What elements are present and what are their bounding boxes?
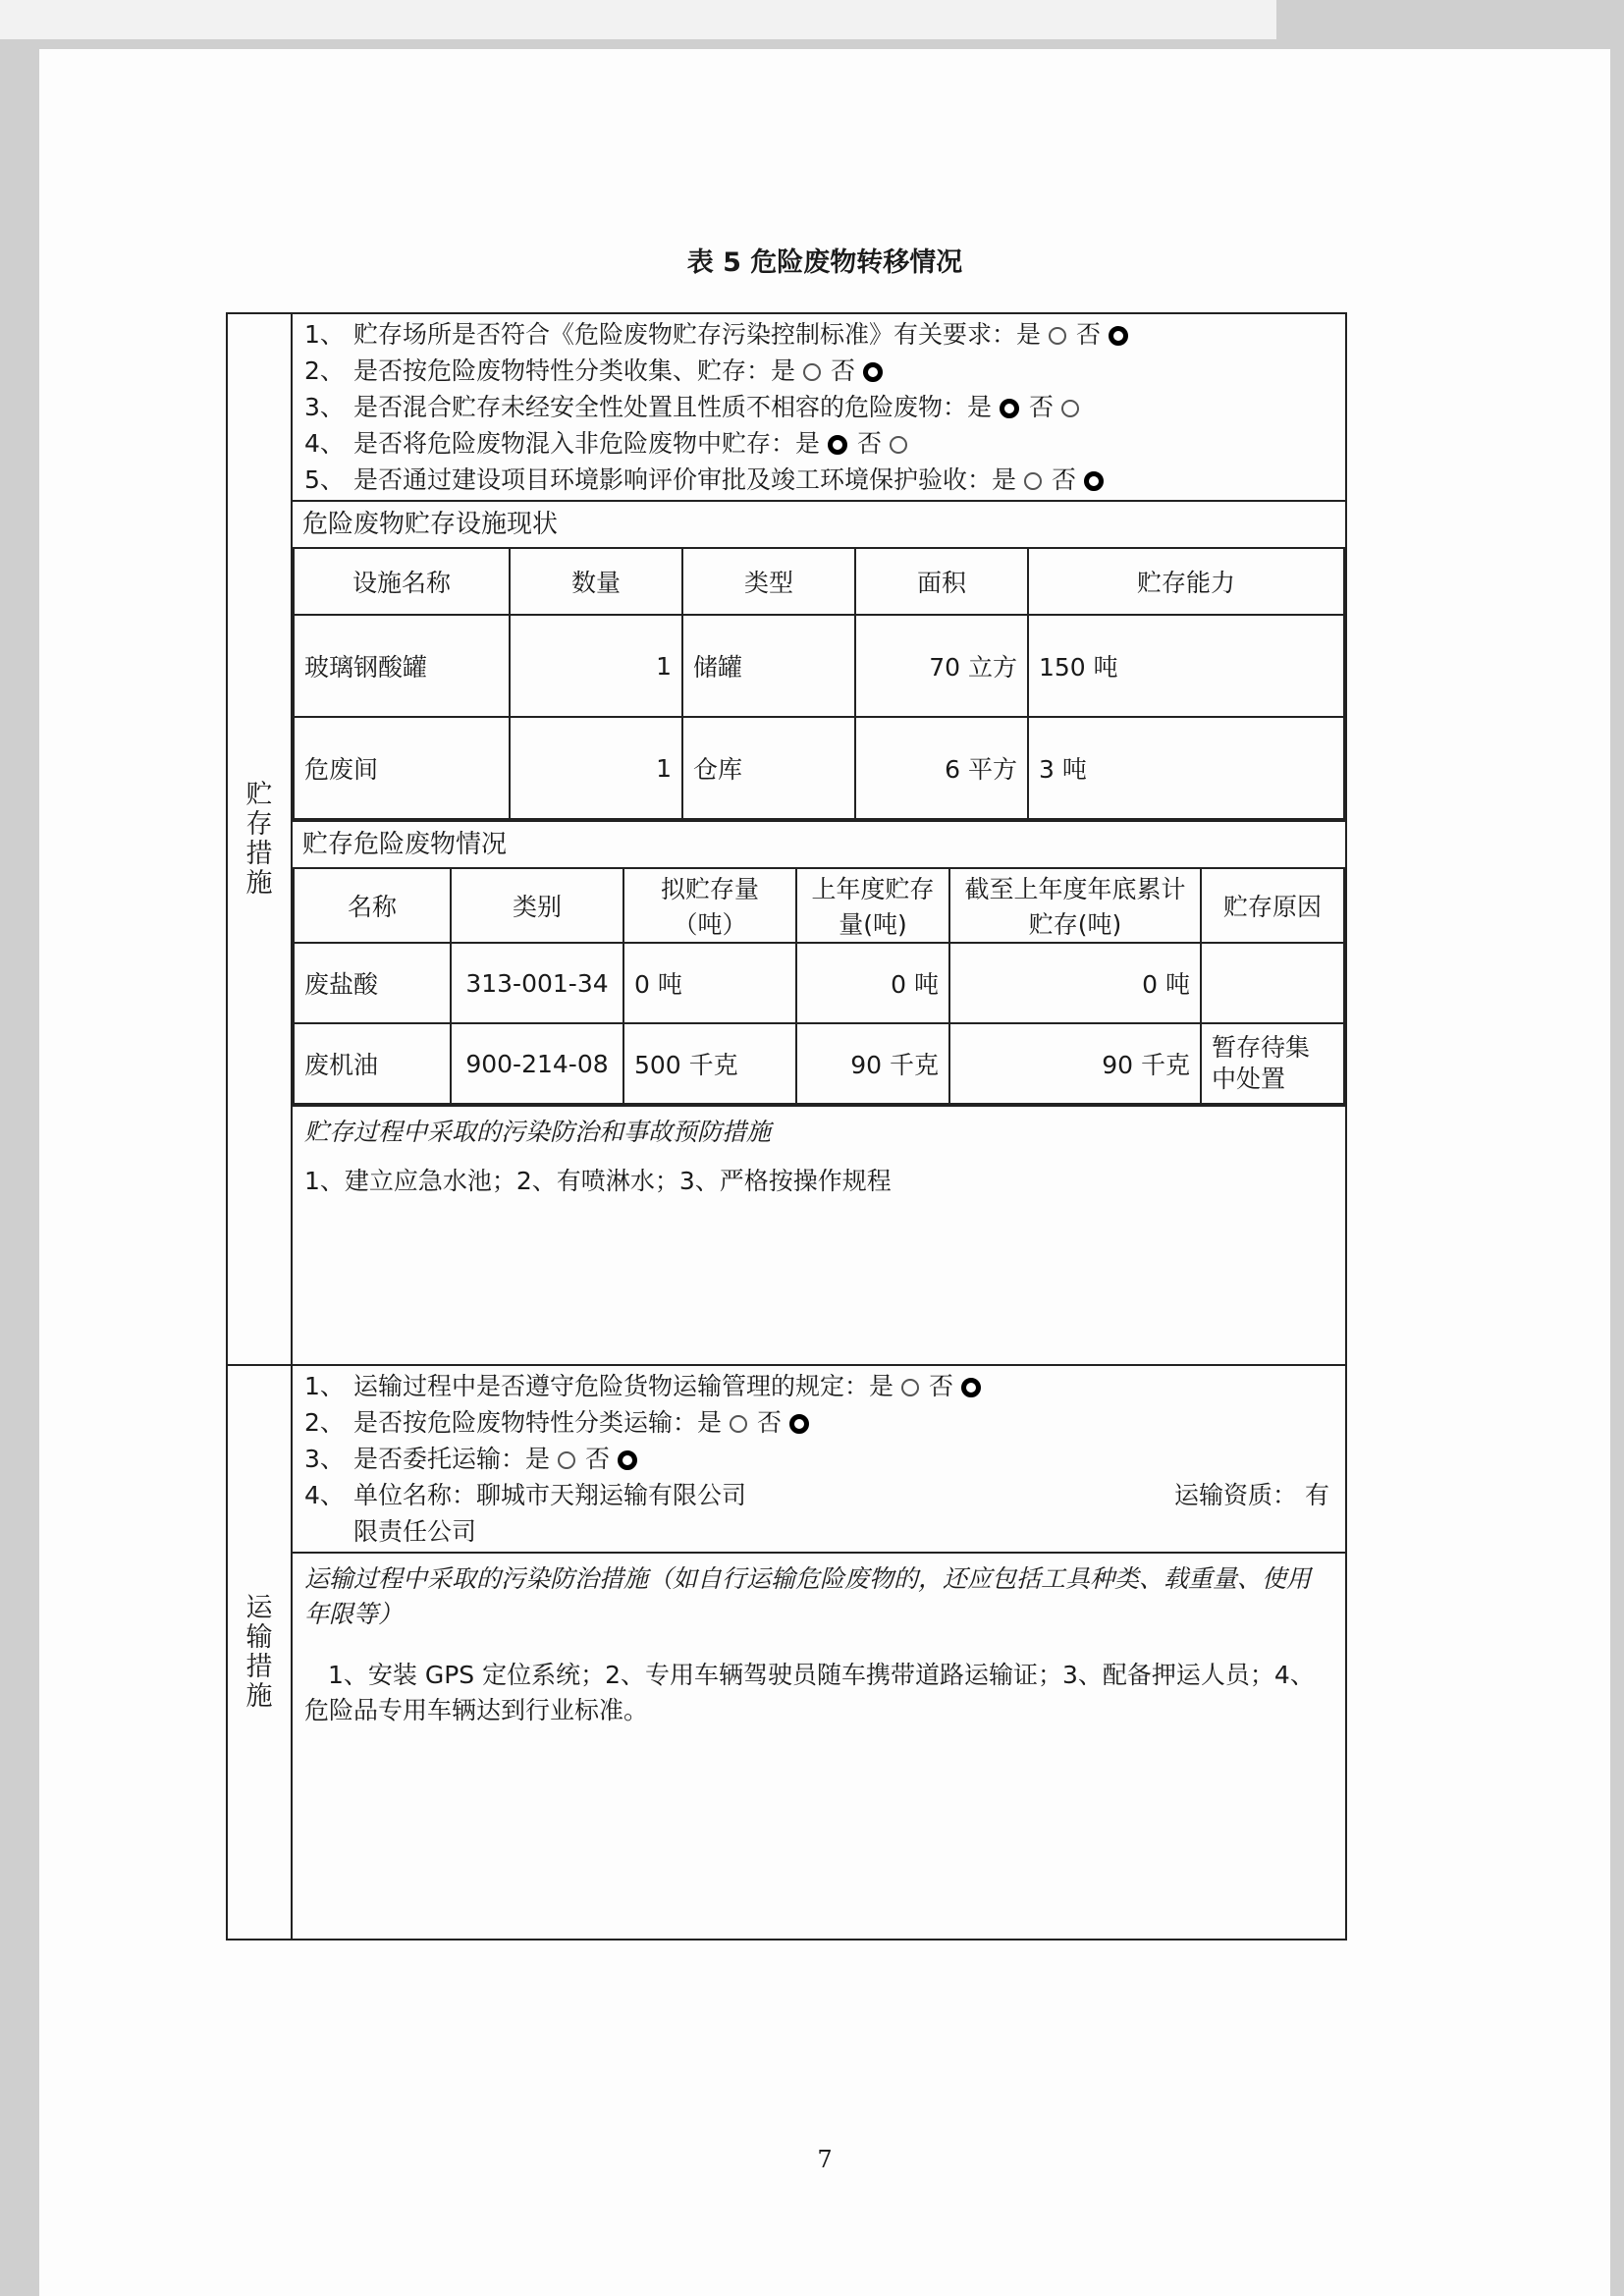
facility-section-title: 危险废物贮存设施现状 [302, 510, 559, 539]
table-row: 废机油 900-214-08 500 千克 90 千克 90 千克 暂存待集中处置 [294, 1023, 1344, 1104]
radio-yes-icon[interactable] [558, 1451, 575, 1469]
radio-no-selected-icon[interactable] [1109, 326, 1128, 346]
storage-question-1: 1、 贮存场所是否符合《危险废物贮存污染控制标准》有关要求：是 否 [293, 316, 1345, 353]
transport-question-1: 1、 运输过程中是否遵守危险货物运输管理的规定：是 否 [293, 1368, 1345, 1404]
storage-question-2: 2、 是否按危险废物特性分类收集、贮存：是 否 [293, 353, 1345, 389]
waste-table [293, 867, 1345, 1105]
transport-side-label: 运 输 措 施 [227, 1365, 292, 1940]
transport-measures-text: 1、安装 GPS 定位系统；2、专用车辆驾驶员随车携带道路运输证；3、配备押运人员；4、危险品专用车辆达到行业标准。 [304, 1661, 1315, 1724]
waste-section [292, 821, 1346, 1106]
page-title: 表 5 危险废物转移情况 [686, 247, 963, 278]
waste-header-row: 名称 类别 拟贮存量（吨） 上年度贮存量(吨) 截至上年度年底累计贮存(吨) 贮存原因 [294, 868, 1344, 943]
storage-measures [292, 1106, 1346, 1365]
transport-company-line: 4、 单位名称：聊城市天翔运输有限公司 运输资质： 有 [293, 1477, 1345, 1513]
facility-table [293, 547, 1345, 820]
background-sheet [0, 0, 1276, 39]
radio-no-selected-icon[interactable] [863, 362, 883, 382]
transport-questions [292, 1365, 1346, 1553]
storage-side-label: 贮 存 措 施 [227, 313, 292, 1365]
transport-company-continued: 限责任公司 [353, 1517, 477, 1546]
radio-no-selected-icon[interactable] [789, 1414, 809, 1434]
storage-question-5: 5、 是否通过建设项目环境影响评价审批及竣工环境保护验收：是 否 [293, 462, 1345, 498]
storage-measures-text: 1、建立应急水池；2、有喷淋水；3、严格按操作规程 [304, 1167, 892, 1195]
radio-yes-selected-icon[interactable] [828, 435, 847, 455]
radio-no-icon[interactable] [1061, 400, 1079, 417]
document-page [39, 49, 1610, 2296]
table-row: 玻璃钢酸罐 1 储罐 70 立方 150 吨 [294, 615, 1344, 717]
waste-section-title: 贮存危险废物情况 [302, 830, 508, 859]
page-number: 7 [817, 2146, 833, 2173]
transport-qualification: 运输资质： 有 [1174, 1481, 1329, 1509]
radio-no-icon[interactable] [890, 436, 907, 454]
radio-no-selected-icon[interactable] [1084, 471, 1104, 491]
hazardous-waste-table [226, 312, 1347, 1941]
radio-yes-selected-icon[interactable] [1000, 399, 1019, 418]
transport-question-2: 2、 是否按危险废物特性分类运输：是 否 [293, 1404, 1345, 1441]
table-row: 废盐酸 313-001-34 0 吨 0 吨 0 吨 [294, 943, 1344, 1023]
facility-header-row: 设施名称 数量 类型 面积 贮存能力 [294, 548, 1344, 615]
table-row: 危废间 1 仓库 6 平方 3 吨 [294, 717, 1344, 819]
radio-no-selected-icon[interactable] [618, 1450, 637, 1470]
radio-no-selected-icon[interactable] [961, 1378, 981, 1397]
storage-questions [292, 313, 1346, 501]
radio-yes-icon[interactable] [901, 1379, 919, 1396]
transport-measures [292, 1553, 1346, 1940]
storage-question-3: 3、 是否混合贮存未经安全性处置且性质不相容的危险废物：是 否 [293, 389, 1345, 425]
radio-yes-icon[interactable] [1049, 327, 1066, 345]
storage-measures-title: 贮存过程中采取的污染防治和事故预防措施 [304, 1118, 772, 1146]
facility-section [292, 501, 1346, 821]
storage-question-4: 4、 是否将危险废物混入非危险废物中贮存：是 否 [293, 425, 1345, 462]
transport-question-3: 3、 是否委托运输：是 否 [293, 1441, 1345, 1477]
radio-yes-icon[interactable] [1024, 472, 1042, 490]
radio-yes-icon[interactable] [730, 1415, 747, 1433]
radio-yes-icon[interactable] [803, 363, 821, 381]
transport-measures-title: 运输过程中采取的污染防治措施（如自行运输危险废物的，还应包括工具种类、载重量、使用年限等） [304, 1564, 1312, 1628]
